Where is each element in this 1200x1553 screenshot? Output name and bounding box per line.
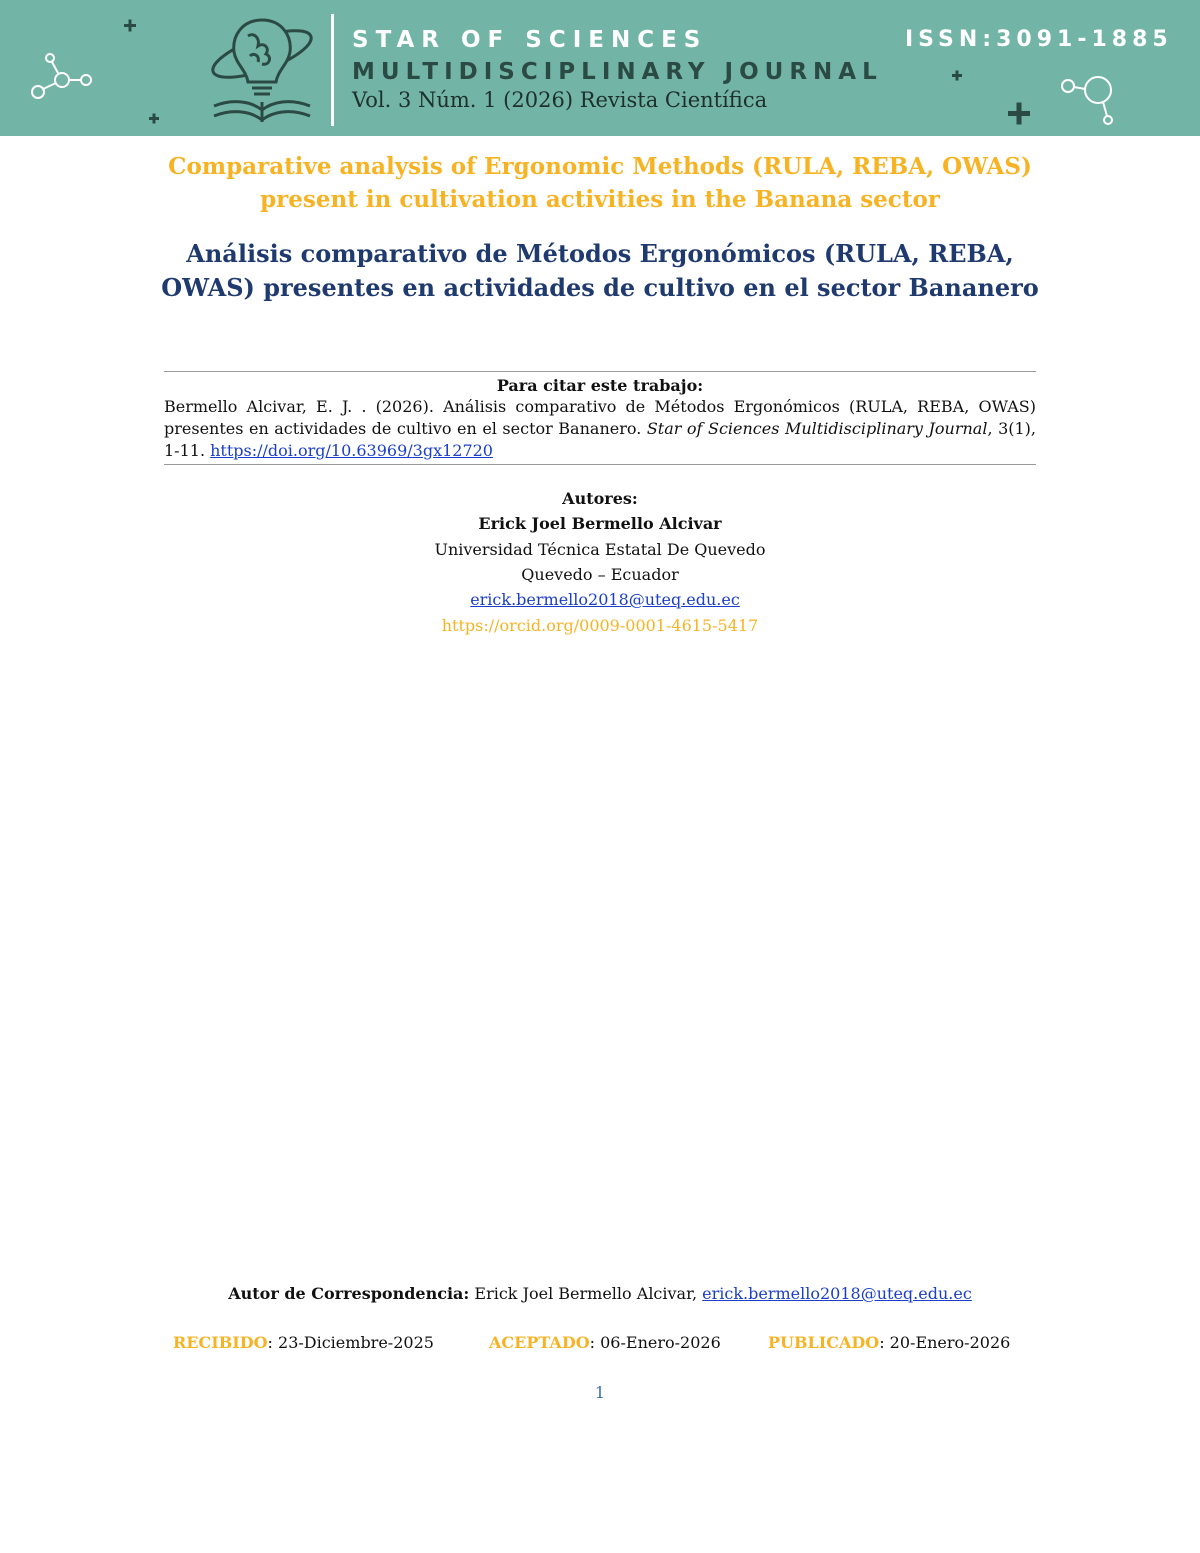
issn: ISSN:3091-1885 (905, 27, 1173, 52)
authors-heading: Autores: (562, 489, 638, 508)
banner-divider (331, 14, 334, 126)
date-published (768, 1333, 1010, 1352)
received-label: RECIBIDO (173, 1333, 268, 1352)
author-institution: Universidad Técnica Estatal De Quevedo (434, 540, 766, 559)
title-spanish: Análisis comparativo de Métodos Ergonómicos (RULA, REBA, OWAS) presentes en actividades de cultivo en el sector Bananero (161, 239, 1039, 302)
citation-bottom-rule (164, 464, 1036, 465)
correspondence-email-link[interactable]: erick.bermello2018@uteq.edu.ec (702, 1284, 972, 1303)
citation-journal: Star of Sciences Multidisciplinary Journal (646, 419, 988, 438)
author-email-link[interactable]: erick.bermello2018@uteq.edu.ec (470, 590, 740, 609)
title-english: Comparative analysis of Ergonomic Methods (RULA, REBA, OWAS) present in cultivation activities in the Banana sector (168, 153, 1032, 213)
received-value: : 23-Diciembre-2025 (267, 1333, 434, 1352)
correspondence-name: Erick Joel Bermello Alcivar, (469, 1284, 703, 1303)
page-number: 1 (594, 1383, 606, 1402)
correspondence-label: Autor de Correspondencia: (228, 1284, 470, 1303)
journal-banner (0, 0, 1200, 136)
published-value: : 20-Enero-2026 (879, 1333, 1011, 1352)
volume-info: Vol. 3 Núm. 1 (2026) Revista Científica (352, 88, 768, 112)
citation-text (164, 396, 1036, 462)
author-email-line (0, 590, 1200, 609)
correspondence-line (0, 1284, 1200, 1303)
citation-text-part2: , 3(1), 1-11. (164, 419, 1037, 460)
date-accepted (489, 1333, 721, 1352)
author-name: Erick Joel Bermello Alcivar (478, 514, 722, 533)
doi-link[interactable]: https://doi.org/10.63969/3gx12720 (210, 441, 493, 460)
citation-text-part1: Bermello Alcivar, E. J. . (2026). Análisis comparativo de Métodos Ergonómicos (RULA, REBA, OWAS) presentes en actividades de cultivo en el sector Bananero. (164, 397, 1036, 438)
lightbulb-book-logo (200, 6, 325, 130)
citation-top-rule (164, 371, 1036, 372)
accepted-label: ACEPTADO (489, 1333, 590, 1352)
accepted-value: : 06-Enero-2026 (589, 1333, 721, 1352)
journal-name-line2: MULTIDISCIPLINARY JOURNAL (352, 59, 883, 85)
date-received (173, 1333, 434, 1352)
author-location: Quevedo – Ecuador (521, 565, 679, 584)
citation-heading: Para citar este trabajo: (496, 376, 704, 395)
journal-name-line1: STAR OF SCIENCES (352, 27, 708, 53)
published-label: PUBLICADO (768, 1333, 880, 1352)
author-orcid[interactable]: https://orcid.org/0009-0001-4615-5417 (441, 616, 759, 635)
